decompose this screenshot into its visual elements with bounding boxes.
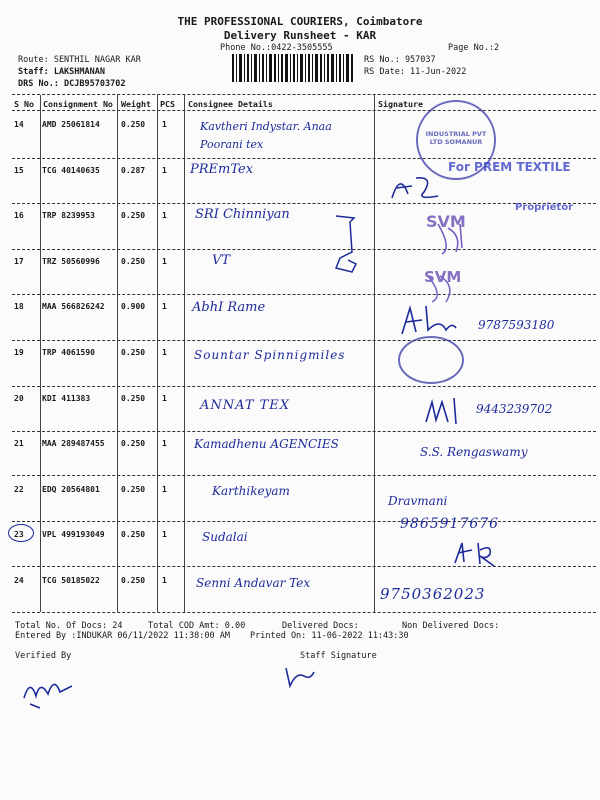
row-pcs: 1 — [162, 576, 167, 585]
col-sno: S No — [14, 99, 34, 109]
row-consignment: TCG 50185022 — [42, 576, 100, 585]
row-weight: 0.250 — [121, 257, 146, 266]
row-consignee: SRI Chinniyan — [195, 207, 290, 222]
barcode-image — [232, 54, 354, 82]
runsheet-subtitle: Delivery Runsheet - KAR — [223, 29, 377, 42]
row-sno: 15 — [14, 166, 24, 175]
round-stamp — [398, 336, 464, 384]
staff-signature — [282, 662, 318, 690]
seal-text: INDUSTRIAL PVT LTD SOMANUR — [425, 130, 487, 146]
col-signature: Signature — [378, 99, 423, 109]
company-title: THE PROFESSIONAL COURIERS, Coimbatore — [177, 15, 423, 28]
verified-signature — [20, 668, 76, 712]
row-consignee: PREmTex — [190, 162, 254, 177]
row-pcs: 1 — [162, 394, 167, 403]
row-weight: 0.250 — [121, 394, 146, 403]
row-consignment: MAA 289487455 — [42, 439, 105, 448]
row-consignment: TCG 40140635 — [42, 166, 100, 175]
verified-by-label: Verified By — [15, 651, 72, 661]
row-sno: 22 — [14, 485, 24, 494]
row-signature: Dravmani — [388, 494, 448, 508]
row-consignment: TRP 8239953 — [42, 211, 95, 220]
row-consignee: Kamadhenu AGENCIES — [194, 437, 339, 451]
row-signature: 9865917676 — [400, 516, 500, 532]
row-divider — [12, 203, 596, 204]
route-label: Route: SENTHIL NAGAR KAR — [18, 55, 141, 65]
row-consignment: MAA 566826242 — [42, 302, 105, 311]
row-consignee: Senni Andavar Tex — [196, 576, 311, 590]
row-weight: 0.287 — [121, 166, 146, 175]
row-weight: 0.250 — [121, 348, 146, 357]
signature-scribble — [330, 212, 364, 282]
row-sno: 20 — [14, 394, 24, 403]
row-signature: 9443239702 — [476, 402, 553, 416]
row-weight: 0.250 — [121, 530, 146, 539]
col-line — [374, 95, 375, 612]
drs-number: DRS No.: DCJB95703702 — [18, 79, 126, 89]
row-divider — [12, 386, 596, 387]
header-divider-top — [12, 94, 596, 95]
signature-scribble — [386, 170, 446, 204]
non-delivered-docs: Non Delivered Docs: — [402, 621, 500, 631]
row-divider — [12, 249, 596, 250]
page-number: Page No.:2 — [448, 43, 500, 53]
row-weight: 0.250 — [121, 120, 146, 129]
proprietor-stamp: Proprietor — [515, 202, 574, 213]
signature-scribble — [396, 300, 476, 340]
total-cod: Total COD Amt: 0.00 — [148, 621, 246, 631]
row-pcs: 1 — [162, 485, 167, 494]
row-divider — [12, 475, 596, 476]
total-docs: Total No. Of Docs: 24 — [15, 621, 123, 631]
row-signature: S.S. Rengaswamy — [420, 445, 528, 459]
row-consignee: AbhI Rame — [192, 300, 266, 315]
col-line — [184, 95, 185, 612]
col-line — [40, 95, 41, 612]
row-consignment: VPL 499193049 — [42, 530, 105, 539]
col-line — [157, 95, 158, 612]
row-pcs: 1 — [162, 166, 167, 175]
col-consignment: Consignment No — [43, 99, 113, 109]
signature-scribble — [432, 218, 472, 258]
row-divider — [12, 158, 596, 159]
row-divider — [12, 566, 596, 567]
row-sno: 23 — [14, 530, 24, 539]
row-consignment: TRP 4061590 — [42, 348, 95, 357]
row-pcs: 1 — [162, 530, 167, 539]
col-weight: Weight — [121, 99, 151, 109]
staff-label: Staff: LAKSHMANAN — [18, 67, 105, 77]
row-consignment: EDQ 20564801 — [42, 485, 100, 494]
row-weight: 0.900 — [121, 302, 146, 311]
svm-stamp: SVM — [426, 212, 466, 231]
entered-by: Entered By :INDUKAR 06/11/2022 11:38:00 AM — [15, 631, 230, 641]
row-consignee: Sudalai — [202, 530, 248, 544]
row-sno: 16 — [14, 211, 24, 220]
signature-scribble — [420, 392, 476, 428]
row-sno: 14 — [14, 120, 24, 129]
row-weight: 0.250 — [121, 439, 146, 448]
header-divider-bottom — [12, 110, 596, 111]
row-signature: 9750362023 — [380, 585, 486, 603]
row-sno: 17 — [14, 257, 24, 266]
row-sno: 21 — [14, 439, 24, 448]
staff-signature-label: Staff Signature — [300, 651, 377, 661]
rs-number: RS No.: 957037 — [364, 55, 436, 65]
row-sno: 24 — [14, 576, 24, 585]
printed-on: Printed On: 11-06-2022 11:43:30 — [250, 631, 409, 641]
row-consignee: Karthikeyam — [212, 484, 290, 498]
svm-stamp: SVM — [424, 268, 462, 286]
row-signature: 9787593180 — [478, 318, 555, 332]
delivered-docs: Delivered Docs: — [282, 621, 359, 631]
row-consignee: VT — [212, 253, 231, 268]
row-consignment: TRZ 50560996 — [42, 257, 100, 266]
row-consignment: AMD 25061814 — [42, 120, 100, 129]
row-divider — [12, 294, 596, 295]
col-pcs: PCS — [160, 99, 175, 109]
rs-date: RS Date: 11-Jun-2022 — [364, 67, 467, 77]
row-divider — [12, 521, 596, 522]
row-consignee: Sountar Spinnigmiles — [194, 348, 346, 362]
row-weight: 0.250 — [121, 576, 146, 585]
col-line — [117, 95, 118, 612]
phone-number: Phone No.:0422-3505555 — [220, 43, 333, 53]
row-pcs: 1 — [162, 302, 167, 311]
row-consignee: ANNAT TEX — [200, 398, 291, 413]
row-pcs: 1 — [162, 211, 167, 220]
row-divider — [12, 431, 596, 432]
col-consignee: Consignee Details — [188, 99, 273, 109]
signature-scribble — [450, 538, 520, 568]
row-pcs: 1 — [162, 348, 167, 357]
row-weight: 0.250 — [121, 485, 146, 494]
row-consignment: KDI 411383 — [42, 394, 91, 403]
row-divider — [12, 340, 596, 341]
row-pcs: 1 — [162, 257, 167, 266]
row-sno: 18 — [14, 302, 24, 311]
row-consignee: Kavtheri Indystar. Anaa Poorani tex — [200, 120, 332, 151]
row-sno: 19 — [14, 348, 24, 357]
row-pcs: 1 — [162, 439, 167, 448]
row-weight: 0.250 — [121, 211, 146, 220]
row-pcs: 1 — [162, 120, 167, 129]
prem-textile-stamp: For PREM TEXTILE — [448, 160, 571, 174]
row-divider — [12, 612, 596, 613]
